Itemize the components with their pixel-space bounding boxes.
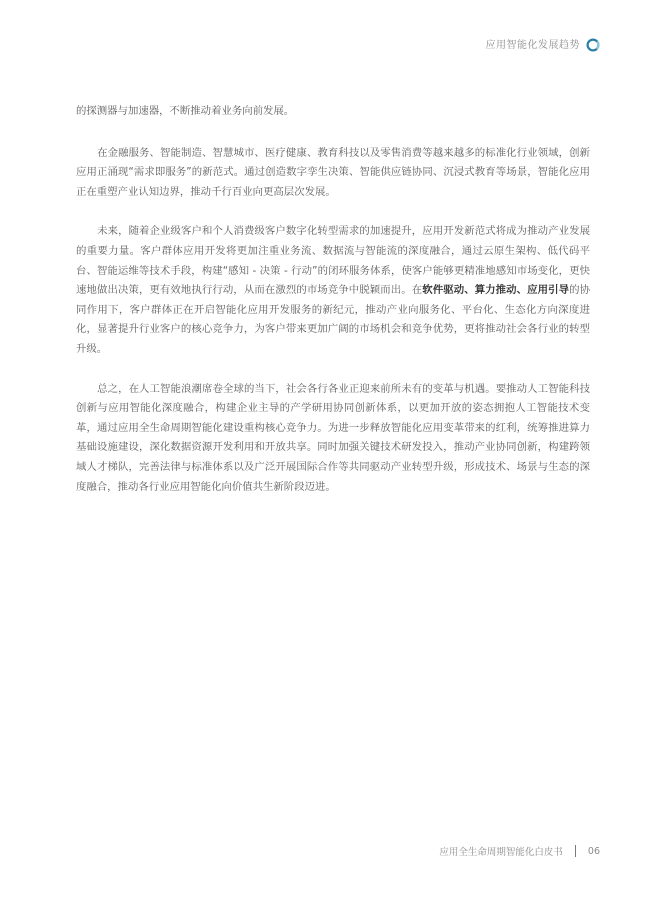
footer-divider [575, 845, 576, 857]
paragraph-future-text-b: 的协同作用下，客户群体正在开启智能化应用开发服务的新纪元，推动产业向服务化、平台化、生态化方向深度进化，显著提升行业客户的核心竞争力，为客户带来更加广阔的市场机会和竞争优势，更将推动社会各行业的转型升级。 [76, 284, 591, 355]
paragraph-future [76, 222, 590, 359]
body-content [76, 102, 590, 517]
page-footer [439, 844, 600, 858]
paragraph-future-text-a: 未来，随着企业级客户和个人消费级客户数字化转型需求的加速提升，应用开发新范式将成为推动产业发展的重要力量。客户群体应用开发将更加注重业务流、数据流与智能流的深度融合，通过云原生架构、低代码平台、智能运维等技术手段，构建“感知 - 决策 - 行动”的闭环服务体系，使客户能够更精准地感知市场变化，更快速地做出决策，更有效地执行行动，从而在激烈的市场竞争中脱颖而出。在 [76, 225, 590, 297]
paragraph-summary-text: 总之，在人工智能浪潮席卷全球的当下，社会各行各业正迎来前所未有的变革与机遇。要推动人工智能科技创新与应用智能化深度融合，构建企业主导的产学研用协同创新体系，以更加开放的姿态拥抱人工智能技术变革，通过应用全生命周期智能化建设重构核心竞争力。为进一步释放智能化应用变革带来的红利，统筹推进算力基础设施建设，深化数据资源开发利用和开放共享。同时加强关键技术研发投入，推动产业协同创新，构建跨领域人才梯队，完善法律与标准体系以及广泛开展国际合作等共同驱动产业转型升级，形成技术、场景与生态的深度融合，推动各行业应用智能化向价值共生新阶段迈进。 [76, 382, 590, 493]
paragraph-summary [76, 380, 590, 498]
page-number: 06 [587, 845, 600, 857]
paragraph-future-emphasis: 软件驱动、算力推动、应用引导 [422, 284, 570, 297]
paragraph-continuation: 的探测器与加速器，不断推动着业务向前发展。 [76, 105, 295, 117]
paragraph-industries-text: 在金融服务、智能制造、智慧城市、医疗健康、教育科技以及零售消费等越来越多的标准化行业领域，创新应用正涌现“需求即服务”的新范式。通过创造数字孪生决策、智能供应链协同、沉浸式教育等场景，智能化应用正在重塑产业认知边界，推动千行百业向更高层次发展。 [76, 146, 590, 198]
paragraph-industries [76, 144, 590, 203]
header-title: 应用智能化发展趋势 [485, 40, 580, 51]
footer-doc-title: 应用全生命周期智能化白皮书 [439, 847, 563, 858]
ring-logo-icon [586, 37, 600, 51]
page-header [486, 36, 601, 51]
